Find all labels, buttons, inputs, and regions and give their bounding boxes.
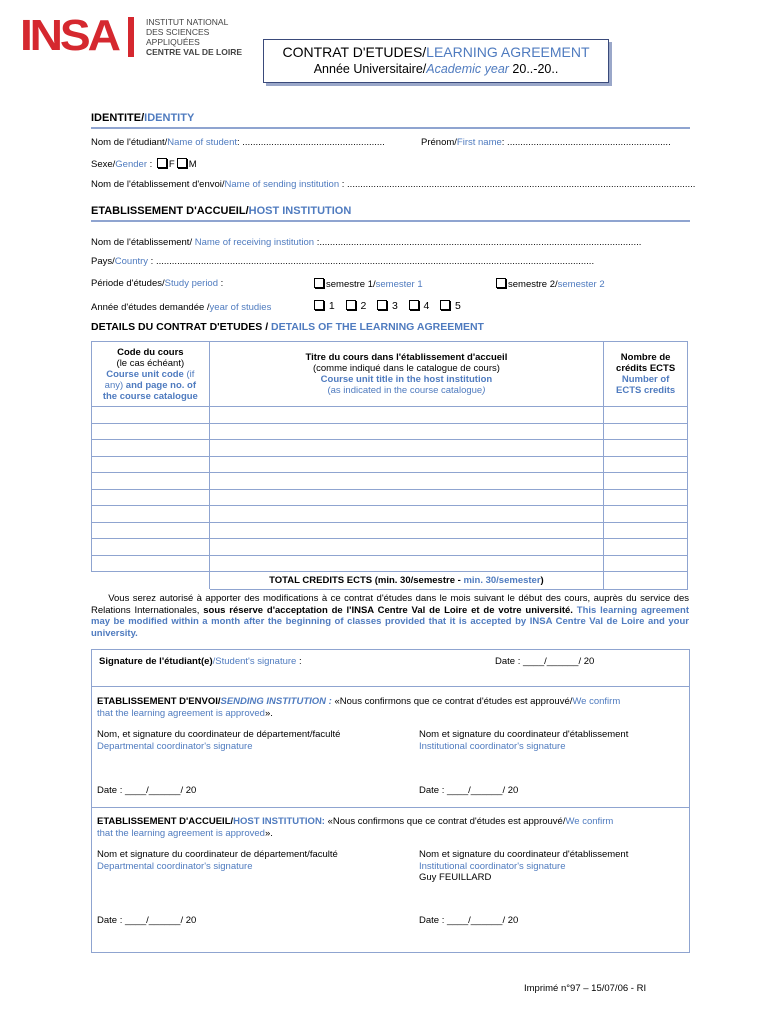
- ects-cell[interactable]: [604, 555, 688, 572]
- semester-1-option[interactable]: semestre 1/semester 1: [312, 278, 423, 290]
- institute-line-2: DES SCIENCES: [146, 27, 210, 37]
- ects-cell[interactable]: [604, 506, 688, 523]
- institute-name: [146, 17, 242, 57]
- col-course-code-header: Code du cours (le cas échéant) Course unit code (if any) and page no. of the course catalogue: [92, 342, 210, 407]
- student-name-field[interactable]: Nom de l'étudiant/Name of student: ......................................................: [91, 137, 385, 148]
- year-5-checkbox[interactable]: [440, 300, 450, 310]
- receiving-institution-field[interactable]: Nom de l'établissement/ Name of receiving institution :..........................................................................................................................: [91, 237, 642, 248]
- course-title-cell[interactable]: [209, 522, 604, 539]
- academic-year: Année Universitaire/Academic year 20..-20..: [313, 62, 559, 76]
- title-box: [263, 39, 609, 83]
- course-code-cell[interactable]: [92, 506, 210, 523]
- host-heading: ETABLISSEMENT D'ACCUEIL/HOST INSTITUTION: [91, 205, 352, 217]
- sending-institution-statement: ETABLISSEMENT D'ENVOI/SENDING INSTITUTION : «Nous confirmons que ce contrat d'études est approuvé/We confirm that the learning agreement is approved».: [97, 696, 621, 719]
- year-options: 1 2 3 4 5: [312, 300, 461, 312]
- total-credits-cell[interactable]: [604, 572, 688, 590]
- course-title-cell[interactable]: [209, 456, 604, 473]
- col-course-title-header: Titre du cours dans l'établissement d'accueil (comme indiqué dans le catalogue de cours) Course unit title in the host institution (as indicated in the course catalogue): [209, 342, 604, 407]
- institute-line-4: CENTRE VAL DE LOIRE: [146, 47, 243, 57]
- total-row: [92, 572, 688, 590]
- table-header-row: [92, 342, 688, 407]
- course-code-cell[interactable]: [92, 423, 210, 440]
- courses-table: [91, 341, 688, 590]
- study-period-label: Période d'études/Study period :: [91, 278, 224, 289]
- gender-m-checkbox[interactable]: [177, 158, 187, 168]
- table-row[interactable]: [92, 539, 688, 556]
- semester-1-checkbox[interactable]: [314, 278, 324, 288]
- course-title-cell[interactable]: [209, 489, 604, 506]
- year-2-checkbox[interactable]: [346, 300, 356, 310]
- gender-f-checkbox[interactable]: [157, 158, 167, 168]
- institute-line-1: INSTITUT NATIONAL: [146, 17, 229, 27]
- course-title-cell[interactable]: [209, 473, 604, 490]
- year-3-checkbox[interactable]: [377, 300, 387, 310]
- modification-notice: Vous serez autorisé à apporter des modifications à ce contrat d'études dans le mois suivant le début des cours, auprès du service des Relations Internationales, sous réserve d'acceptation de l'INSA Centre Val de Loire et de votre université. This learning agreement may be modified within a month after the beginning of classes provided that it is accepted by INSA Centre Val de Loire and your university.: [91, 593, 690, 639]
- ects-cell[interactable]: [604, 423, 688, 440]
- course-code-cell[interactable]: [92, 407, 210, 424]
- host-dept-coordinator[interactable]: Nom et signature du coordinateur de département/faculté Departmental coordinator's signature: [97, 849, 338, 872]
- first-name-field[interactable]: Prénom/First name: ..............................................................: [421, 137, 671, 148]
- host-dept-date[interactable]: Date : ____/______/ 20: [97, 915, 197, 926]
- course-code-cell[interactable]: [92, 522, 210, 539]
- host-divider: [91, 220, 690, 222]
- year-of-studies-label: Année d'études demandée /year of studies: [91, 302, 272, 313]
- sending-dept-date[interactable]: Date : ____/______/ 20: [97, 785, 197, 796]
- year-4-checkbox[interactable]: [409, 300, 419, 310]
- host-inst-coordinator-name: Guy FEUILLARD: [419, 872, 492, 883]
- total-credits-label: TOTAL CREDITS ECTS (min. 30/semestre - min. 30/semester): [209, 572, 604, 590]
- host-inst-date[interactable]: Date : ____/______/ 20: [419, 915, 519, 926]
- course-code-cell[interactable]: [92, 555, 210, 572]
- sig-divider-1: [91, 686, 690, 687]
- sig-divider-2: [91, 807, 690, 808]
- print-reference: Imprimé n°97 – 15/07/06 - RI: [524, 983, 647, 994]
- details-heading: DETAILS DU CONTRAT D'ETUDES / DETAILS OF THE LEARNING AGREEMENT: [91, 321, 484, 333]
- col-ects-header: Nombre de crédits ECTS Number of ECTS credits: [604, 342, 688, 407]
- course-code-cell[interactable]: [92, 489, 210, 506]
- ects-cell[interactable]: [604, 407, 688, 424]
- table-row[interactable]: [92, 555, 688, 572]
- ects-cell[interactable]: [604, 440, 688, 457]
- student-signature-label[interactable]: Signature de l'étudiant(e)/Student's signature :: [99, 656, 302, 667]
- table-row[interactable]: [92, 440, 688, 457]
- course-title-cell[interactable]: [209, 555, 604, 572]
- gender-field: Sexe/Gender : F M: [91, 159, 197, 170]
- table-row[interactable]: [92, 489, 688, 506]
- table-row[interactable]: [92, 522, 688, 539]
- course-title-cell[interactable]: [209, 539, 604, 556]
- logo-bar: [128, 17, 134, 57]
- country-field[interactable]: Pays/Country : ......................................................................................................................................................................: [91, 256, 595, 267]
- sending-inst-coordinator[interactable]: Nom et signature du coordinateur d'établissement Institutional coordinator's signature: [419, 729, 629, 752]
- table-row[interactable]: [92, 407, 688, 424]
- insa-logo: INSA: [20, 11, 118, 60]
- signature-box: [91, 649, 690, 953]
- course-title-cell[interactable]: [209, 423, 604, 440]
- semester-2-option[interactable]: semestre 2/semester 2: [494, 278, 605, 290]
- student-date-field[interactable]: Date : ____/______/ 20: [495, 656, 595, 667]
- table-row[interactable]: [92, 456, 688, 473]
- year-1-checkbox[interactable]: [314, 300, 324, 310]
- ects-cell[interactable]: [604, 489, 688, 506]
- semester-2-checkbox[interactable]: [496, 278, 506, 288]
- institute-line-3: APPLIQUÉES: [146, 37, 200, 47]
- identity-heading: IDENTITE/IDENTITY: [91, 112, 195, 124]
- table-row[interactable]: [92, 506, 688, 523]
- ects-cell[interactable]: [604, 539, 688, 556]
- sending-inst-date[interactable]: Date : ____/______/ 20: [419, 785, 519, 796]
- course-code-cell[interactable]: [92, 456, 210, 473]
- total-empty-cell: [92, 572, 210, 590]
- doc-title: CONTRAT D'ETUDES/LEARNING AGREEMENT: [282, 44, 590, 60]
- ects-cell[interactable]: [604, 473, 688, 490]
- course-code-cell[interactable]: [92, 539, 210, 556]
- ects-cell[interactable]: [604, 522, 688, 539]
- course-title-cell[interactable]: [209, 506, 604, 523]
- host-inst-coordinator[interactable]: Nom et signature du coordinateur d'établissement Institutional coordinator's signature Guy FEUILLARD: [419, 849, 629, 883]
- course-code-cell[interactable]: [92, 473, 210, 490]
- table-row[interactable]: [92, 473, 688, 490]
- host-institution-statement: ETABLISSEMENT D'ACCUEIL/HOST INSTITUTION: «Nous confirmons que ce contrat d'études est approuvé/We confirm that the learning agreement is approved».: [97, 816, 614, 839]
- table-row[interactable]: [92, 423, 688, 440]
- course-title-cell[interactable]: [209, 440, 604, 457]
- course-title-cell[interactable]: [209, 407, 604, 424]
- ects-cell[interactable]: [604, 456, 688, 473]
- sending-dept-coordinator[interactable]: Nom, et signature du coordinateur de département/faculté Departmental coordinator's signature: [97, 729, 341, 752]
- identity-divider: [91, 127, 690, 129]
- course-code-cell[interactable]: [92, 440, 210, 457]
- sending-institution-field[interactable]: Nom de l'établissement d'envoi/Name of sending institution : ....................................................................................................................................: [91, 179, 696, 190]
